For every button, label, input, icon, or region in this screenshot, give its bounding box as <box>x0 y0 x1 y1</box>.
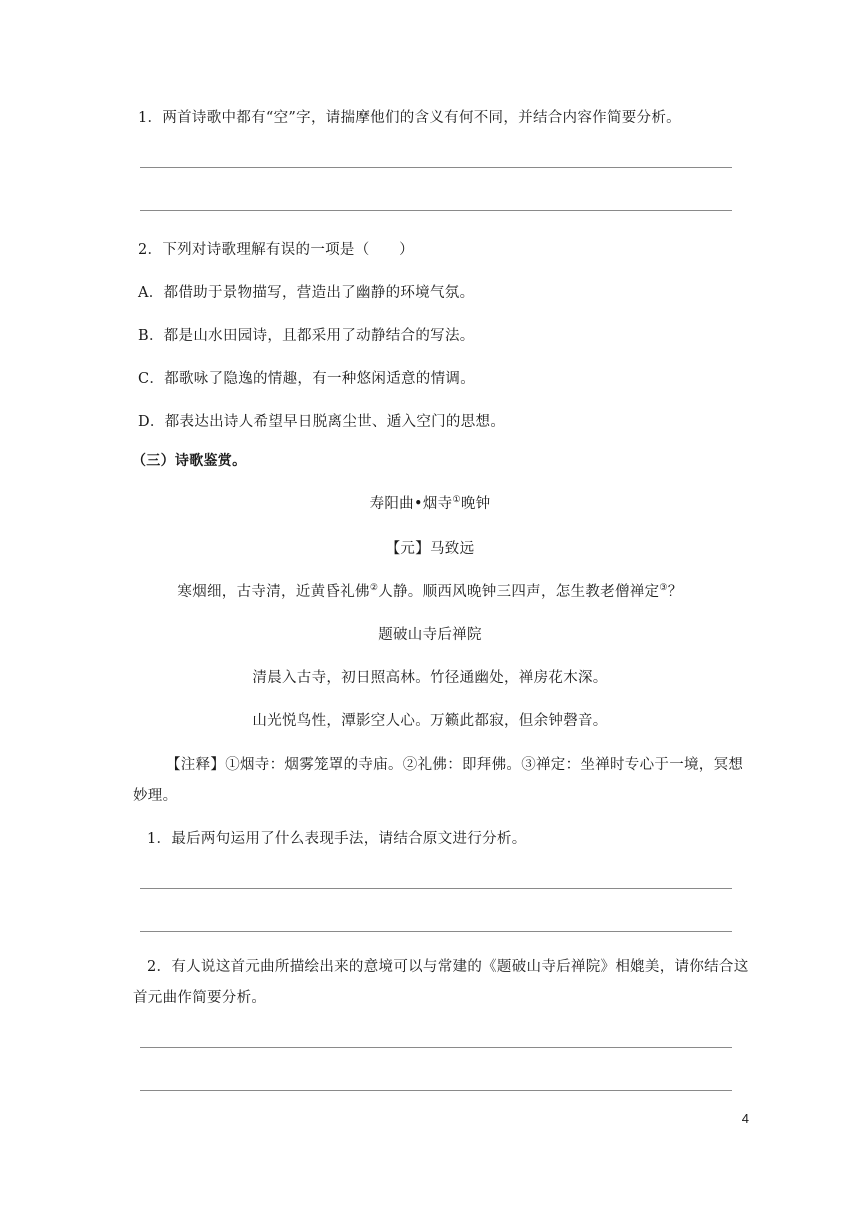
option-a: A．都借助于景物描写，营造出了幽静的环境气氛。 <box>138 285 475 301</box>
page-number: 4 <box>741 1111 749 1126</box>
footnote-mark: ③ <box>659 583 668 594</box>
footnote-mark: ② <box>369 583 379 594</box>
poem2-title: 题破山寺后禅院 <box>378 627 482 643</box>
question-3-2-line-2: 首元曲作简要分析。 <box>133 990 267 1006</box>
answer-line[interactable] <box>140 1047 732 1048</box>
answer-line[interactable] <box>140 167 732 168</box>
poem1-text-part-c: ？ <box>667 584 683 600</box>
poem1-title-part-b: 晚钟 <box>460 496 491 512</box>
poem1-text <box>0 582 860 602</box>
answer-line[interactable] <box>140 210 732 211</box>
poem2-line-2: 山光悦鸟性，潭影空人心。万籁此都寂，但余钟磬音。 <box>252 713 608 729</box>
question-3-2-line-1: 2．有人说这首元曲所描绘出来的意境可以与常建的《题破山寺后禅院》相媲美，请你结合这 <box>147 959 749 975</box>
poem1-title <box>0 494 860 514</box>
poem1-author: 【元】马致远 <box>385 541 475 557</box>
answer-line[interactable] <box>140 1090 732 1091</box>
poem1-text-part-a: 寒烟细，古寺清，近黄昏礼佛 <box>177 584 370 600</box>
notes-line-2: 妙理。 <box>133 788 178 804</box>
answer-line[interactable] <box>140 888 732 889</box>
answer-line[interactable] <box>140 931 732 932</box>
question-3-1-text: 1．最后两句运用了什么表现手法，请结合原文进行分析。 <box>147 831 527 847</box>
option-c: C．都歌咏了隐逸的情趣，有一种悠闲适意的情调。 <box>138 371 475 387</box>
section-heading: （三）诗歌鉴赏。 <box>132 453 247 469</box>
footnote-mark: ① <box>452 495 461 506</box>
question-2-text: 2．下列对诗歌理解有误的一项是（ ） <box>138 242 414 258</box>
poem2-line-1: 清晨入古寺，初日照高林。竹径通幽处，禅房花木深。 <box>252 670 608 686</box>
poem1-text-part-b: 人静。顺西风晚钟三四声，怎生教老僧禅定 <box>378 584 660 600</box>
notes-line-1: 【注释】①烟寺：烟雾笼罩的寺庙。②礼佛：即拜佛。③禅定：坐禅时专心于一境，冥想 <box>166 757 744 773</box>
question-1-text: 1．两首诗歌中都有“空”字，请揣摩他们的含义有何不同，并结合内容作简要分析。 <box>138 110 681 126</box>
option-d: D．都表达出诗人希望早日脱离尘世、遁入空门的思想。 <box>138 414 506 430</box>
poem1-title-part-a: 寿阳曲•烟寺 <box>369 496 453 512</box>
option-b: B．都是山水田园诗，且都采用了动静结合的写法。 <box>138 328 475 344</box>
